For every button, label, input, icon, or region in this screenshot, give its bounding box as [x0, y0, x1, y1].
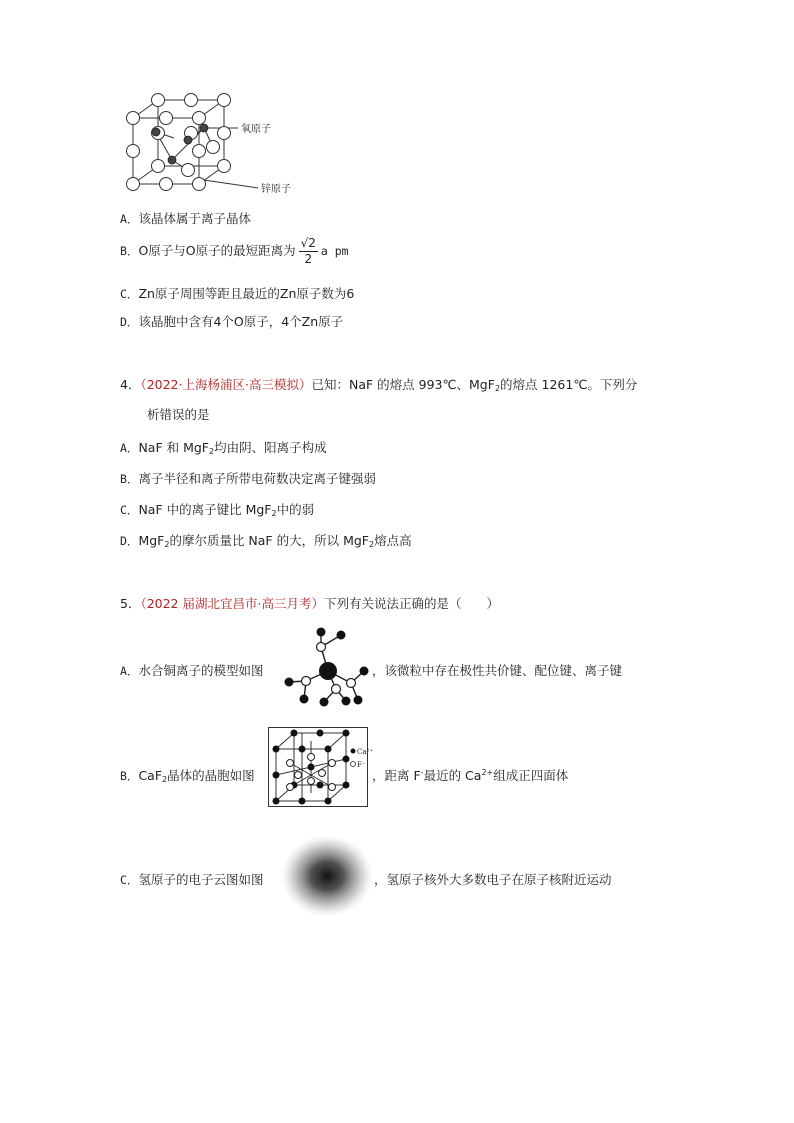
q4-option-c[interactable]: C．NaF 中的离子键比 MgF$_2$中的弱	[120, 502, 315, 518]
q3-option-c[interactable]: C．Zn原子周围等距且最近的Zn原子数为6	[120, 286, 355, 301]
q4-stem: 4．（2022·上海杨浦区·高三模拟）已知：NaF 的熔点 993℃、MgF$_2$的熔点 1261℃。下列分	[120, 377, 638, 393]
hydrogen-electron-cloud-figure	[280, 834, 375, 918]
q5-option-c-text[interactable]: C．氢原子的电子云图如图	[120, 872, 264, 887]
legend-f-label: F⁻	[357, 761, 366, 769]
hydrated-copper-ion-model	[284, 627, 370, 707]
q4-source: （2022·上海杨浦区·高三模拟）	[140, 377, 312, 392]
q5-option-a-text[interactable]: A．水合铜离子的模型如图	[120, 663, 264, 678]
q5-option-a-post: ，该微粒中存在极性共价键、配位键、离子键	[372, 663, 623, 678]
q4-option-b[interactable]: B．离子半径和离子所带电荷数决定离子键强弱	[120, 471, 376, 486]
q3-option-b[interactable]: B．O原子与O原子的最短距离为 $\frac{√2}{2}$ a pm	[120, 236, 349, 266]
q4-option-a[interactable]: A．NaF 和 MgF$_2$均由阴、阳离子构成	[120, 440, 327, 456]
q4-option-d[interactable]: D．MgF$_2$的摩尔质量比 NaF 的大，所以 MgF$_2$熔点高	[120, 533, 412, 549]
sqrt2-over-2-fraction: $\frac{√2}{2}$	[300, 236, 316, 266]
q5-option-c-post: ，氢原子核外大多数电子在原子核附近运动	[374, 872, 612, 887]
q3-option-a[interactable]: A．该晶体属于离子晶体	[120, 211, 251, 226]
q5-option-b-post: ，距离 F-最近的 $Ca^{2+}$组成正四面体	[372, 768, 569, 783]
oxygen-atom-label: 氧原子	[241, 124, 271, 135]
q5-stem: 5．（2022 届湖北宜昌市·高三月考）下列有关说法正确的是（ ）	[120, 596, 499, 611]
legend-ca-label: Ca²⁺	[357, 748, 374, 756]
q4-stem-line2: 析错误的是	[147, 407, 210, 422]
zno-crystal-cell-figure	[118, 92, 298, 197]
caf2-unit-cell-figure	[268, 727, 374, 807]
q5-source: （2022 届湖北宜昌市·高三月考）	[140, 596, 324, 611]
q3-option-d[interactable]: D．该晶胞中含有4个O原子，4个Zn原子	[120, 314, 344, 329]
q5-option-b-text[interactable]: B．CaF$_2$晶体的晶胞如图	[120, 768, 255, 784]
zinc-atom-label: 锌原子	[261, 184, 291, 195]
